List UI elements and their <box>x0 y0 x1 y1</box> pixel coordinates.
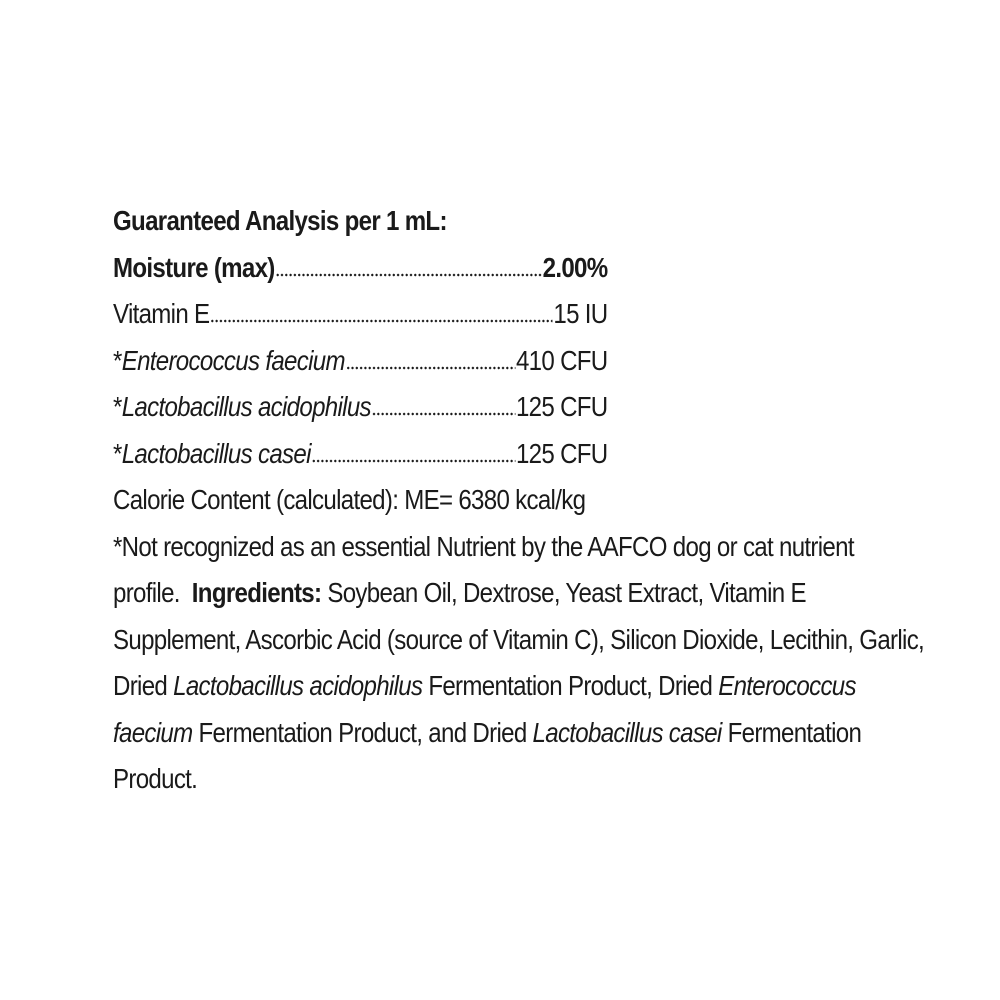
analysis-value: 125 CFU <box>515 391 608 422</box>
analysis-value: 410 CFU <box>515 344 608 376</box>
analysis-name: Vitamin E <box>113 298 210 329</box>
analysis-name-wrap <box>113 431 311 478</box>
analysis-row-vitamin-e <box>113 291 608 338</box>
analysis-name: Enterococcus faecium <box>121 344 345 376</box>
asterisk: * <box>113 391 122 422</box>
dot-leader <box>312 455 515 463</box>
ingredients-text-2: Fermentation Product, Dried <box>428 670 713 701</box>
analysis-name-wrap <box>113 338 345 385</box>
analysis-name: Moisture (max) <box>113 251 275 283</box>
footnote: *Not recognized as an essential Nutrient by the AAFCO dog or cat nutrient profile. <box>113 530 854 608</box>
guaranteed-analysis-heading: Guaranteed Analysis per 1 mL: <box>113 205 447 236</box>
dot-leader <box>372 408 515 416</box>
analysis-value: 125 CFU <box>515 437 608 469</box>
product-label <box>113 198 925 803</box>
dot-leader <box>275 269 541 277</box>
ingredients-text-3: Fermentation Product, and Dried <box>198 716 527 748</box>
asterisk: * <box>113 344 122 376</box>
analysis-name-wrap <box>113 384 371 431</box>
ingredient-italic-casei: Lactobacillus casei <box>532 716 722 748</box>
dot-leader <box>210 315 552 323</box>
calorie-content: Calorie Content (calculated): ME= 6380 kcal/kg <box>113 484 586 515</box>
analysis-name: Lactobacillus acidophilus <box>121 391 371 422</box>
ingredients-text-1: Soybean Oil, Dextrose, Yeast Extract, Vitamin E Supplement, Ascorbic Acid (source of Vitamin C), Silicon Dioxide, Lecithin, Garlic, Dried <box>113 577 925 701</box>
ingredients-label: Ingredients: <box>191 577 322 608</box>
analysis-row-enterococcus <box>113 338 608 385</box>
analysis-row-casei <box>113 431 608 478</box>
ingredients-text-4: Fermentation Product. <box>113 716 862 794</box>
asterisk: * <box>113 437 122 469</box>
ingredient-italic-faecium: Enterococcus faecium <box>113 670 856 748</box>
analysis-row-acidophilus <box>113 384 608 431</box>
footnote-and-ingredients <box>113 524 930 803</box>
analysis-value: 15 IU <box>553 298 608 329</box>
dot-leader <box>346 362 515 370</box>
analysis-row-moisture <box>113 245 608 292</box>
analysis-name: Lactobacillus casei <box>121 437 311 469</box>
analysis-value: 2.00% <box>542 251 608 283</box>
ingredient-italic-acidophilus: Lactobacillus acidophilus <box>173 670 423 701</box>
